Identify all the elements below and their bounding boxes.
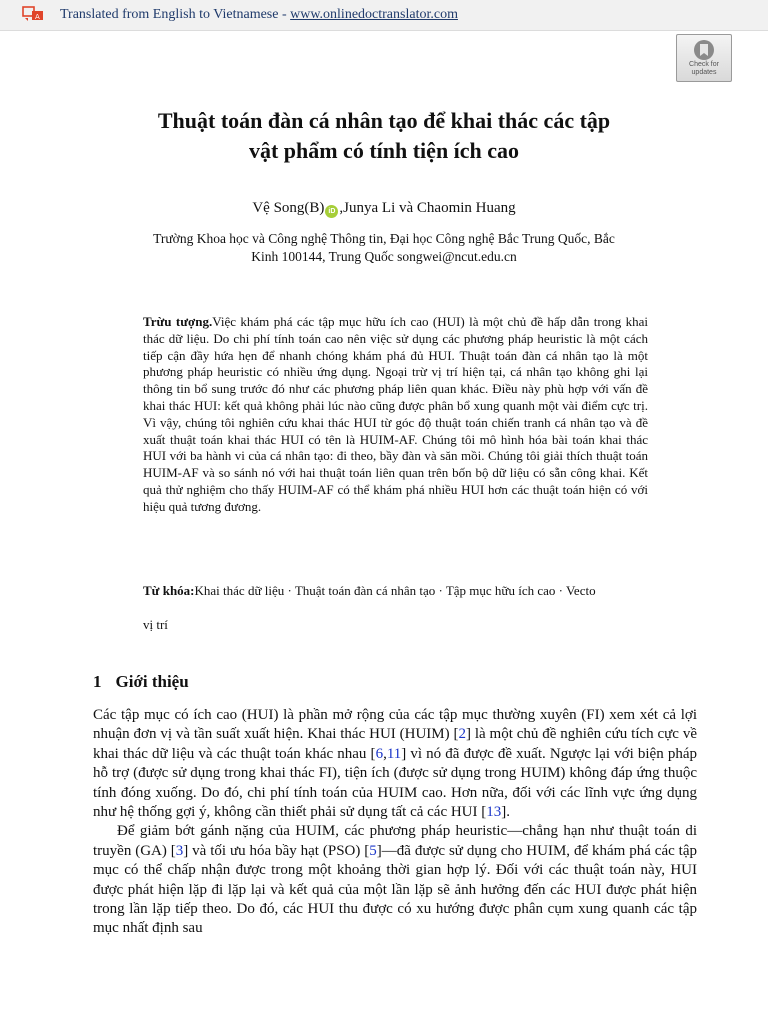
section-number: 1 [93,672,102,691]
orcid-icon[interactable]: iD [325,205,338,218]
section-title: Giới thiệu [115,672,189,691]
author-first: Vệ Song(B) [252,200,325,216]
section-heading [93,672,189,692]
citation-link[interactable]: 5 [369,842,377,859]
affiliation-line-2: Kinh 100144, Trung Quốc songwei@ncut.edu.cn [251,249,517,264]
abstract-label: Trừu tượng. [143,314,213,329]
keywords-line-2: vị trí [143,617,168,632]
badge-line2: updates [691,69,717,76]
keywords-line-1: Khai thác dữ liệu · Thuật toán đàn cá nhân tạo · Tập mục hữu ích cao · Vecto [194,583,596,598]
keywords [143,574,703,642]
paragraph-1 [93,706,697,822]
text-run: Các tập mục có ích cao (HUI) là phần mở rộng của các tập mục thường xuyên (FI) xem xét cả lợi nhuận đơn vị và tần suất xuất hiện. Khai thác HUI (HUIM) [ [93,707,697,743]
paper-title [60,106,708,166]
translation-banner [0,0,768,31]
title-line-1: Thuật toán đàn cá nhân tạo để khai thác các tập [157,108,611,133]
citation-link[interactable]: 3 [175,842,184,859]
badge-line1: Check for [689,61,719,68]
affiliation-line-1: Trường Khoa học và Công nghệ Thông tin, Đại học Công nghệ Bắc Trung Quốc, Bắc [153,231,615,246]
check-for-updates-badge[interactable] [676,34,732,82]
text-run: ] là một chủ đề nghiên cứu tích cực về khai thác dữ liệu và các thuật toán khác nhau [ [93,726,697,762]
citation-link[interactable]: 11 [386,745,402,762]
paragraph-2 [93,822,697,938]
abstract-text: Việc khám phá các tập mục hữu ích cao (HUI) là một chủ đề hấp dẫn trong khai thác dữ liệu. Do chi phí tính toán cao nên việc sử dụng các phương pháp heuristic là một cách tiếp cận đầy hứa hẹn để nhanh chóng khám phá đủ HUI. Thuật toán đàn cá nhân tạo là một phương pháp heuristic có nhiều ứng dụng. Ngoại trừ vị trí hiện tại, cá nhân tạo không ghi lại thông tin bổ sung trước đó như các phương pháp liên quan khác. Điều này phù hợp với vấn đề khai thác HUI: kết quả không phải lúc nào cũng được phân bổ xung quanh một vài điểm cực trị. Vì vậy, chúng tôi nghiên cứu khai thác HUI từ góc độ thuật toán chiến tranh cá nhân tạo và đề xuất thuật toán khai thác HUI có tên là HUIM-AF. Chúng tôi mô hình hóa bài toán khai thác HUI với ba hành vi của cá nhân tạo: đi theo, bầy đàn và săn mồi. Chúng tôi giải thích thuật toán HUIM-AF và so sánh nó với hai thuật toán liên quan trên bốn bộ dữ liệu có sẵn công khai. Kết quả thử nghiệm cho thấy HUIM-AF có thể khám phá nhiều HUI hơn các thuật toán hiện có với hiệu quả tương đương. [143,314,648,514]
text-run: ]—đã được sử dụng cho HUIM, để khám phá các tập mục có thể chấp nhận được trong một khoảng thời gian hợp lý. Đối với các thuật toán này, HUI được phát hiện lặp đi lặp lại và kết quả của một lần lặp sẽ ảnh hưởng đến các HUI được phát hiện trong lần lặp tiếp theo. Do đó, các HUI thu được có xu hướng được phân cụm xung quanh các tập mục nhất định sau [93,842,697,937]
text-run: ] vì nó đã được đề xuất. Ngược lại với biện pháp hỗ trợ (được sử dụng trong khai thác FI), tiện ích (được sử dụng trong HUIM) không đáp ứng thuộc tính đóng xuống. Do đó, chi phí tính toán của HUIM cao. Hơn nữa, đối với các lĩnh vực ứng dụng như hệ thống gợi ý, không cần thiết phải sử dụng tất cả các HUI [ [93,745,697,821]
keywords-label: Từ khóa: [143,583,195,598]
svg-text:A: A [35,13,40,21]
text-run: ] và tối ưu hóa bầy hạt (PSO) [ [183,842,370,859]
affiliation [100,230,668,266]
bookmark-icon [691,39,717,61]
title-line-2: vật phẩm có tính tiện ích cao [248,138,520,163]
authors [60,200,708,218]
author-rest: ,Junya Li và Chaomin Huang [339,200,516,216]
text-run: ]. [501,804,511,821]
text-run: , [383,745,387,762]
citation-link[interactable]: 2 [458,726,466,743]
abstract [143,314,648,516]
text-run: Để giảm bớt gánh nặng của HUIM, các phương pháp heuristic—chẳng hạn như thuật toán di truyền (GA) [ [93,823,697,859]
body-text [93,706,697,939]
banner-prefix: Translated from English to Vietnamese - [60,7,291,22]
translator-link[interactable]: www.onlinedoctranslator.com [290,7,458,22]
citation-link[interactable]: 13 [486,804,502,821]
banner-text [60,7,458,23]
translator-logo-icon [22,5,46,23]
citation-link[interactable]: 6 [375,745,384,762]
